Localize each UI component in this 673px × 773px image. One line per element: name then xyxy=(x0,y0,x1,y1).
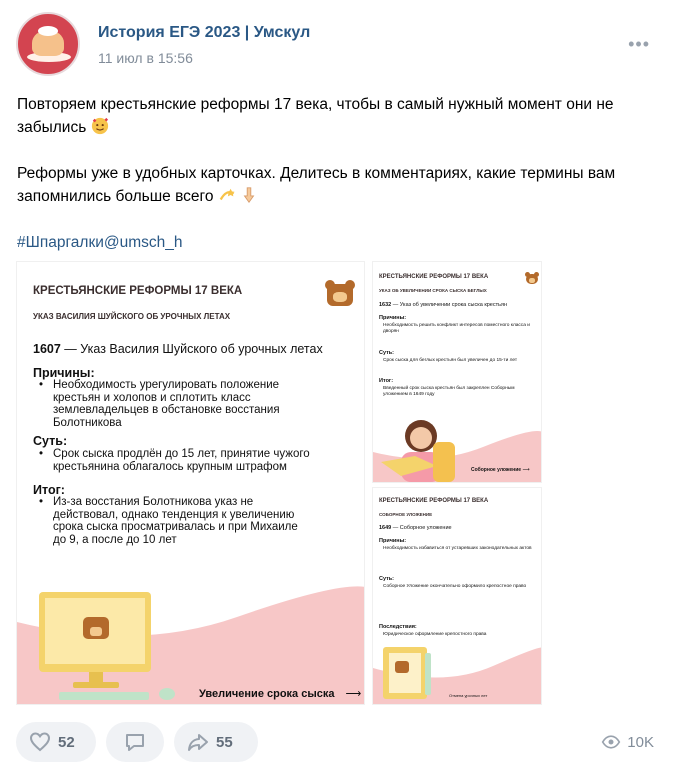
post-header xyxy=(16,12,656,76)
post-text-line2: Реформы уже в удобных карточках. Делитесь в комментариях, какие термины вам запомнились больше всего xyxy=(17,165,616,205)
comment-button[interactable] xyxy=(106,722,164,762)
like-button[interactable] xyxy=(16,722,96,762)
card-subtitle: УКАЗ ОБ УВЕЛИЧЕНИИ СРОКА СЫСКА БЕГЛЫХ xyxy=(379,288,487,293)
card-result-heading: Последствия: xyxy=(379,624,417,630)
community-name[interactable]: История ЕГЭ 2023 | Умскул xyxy=(98,24,311,41)
heart-icon xyxy=(28,730,52,754)
card-footer: Отмена урочных лет xyxy=(449,693,488,698)
post-time[interactable]: 11 июл в 15:56 xyxy=(98,50,193,66)
more-options-icon[interactable]: ••• xyxy=(628,34,650,54)
photo-card-main[interactable] xyxy=(16,261,365,705)
card-result-text: Юридическое оформление крепостного права xyxy=(383,632,487,637)
photo-card-small-1[interactable] xyxy=(372,261,542,483)
card-causes-heading: Причины: xyxy=(379,315,407,321)
card-title: КРЕСТЬЯНСКИЕ РЕФОРМЫ 17 ВЕКА xyxy=(379,274,489,280)
card-subtitle: СОБОРНОЕ УЛОЖЕНИЕ xyxy=(379,512,433,517)
like-count: 52 xyxy=(58,733,75,751)
card-result-text: Введенный срок сыска крестьян был закреплен Соборным уложением в 1649 году xyxy=(383,386,515,397)
point-down-icon xyxy=(240,186,258,204)
card-essence-heading: Суть: xyxy=(379,576,395,582)
card-result-heading: Итог: xyxy=(33,483,65,497)
card-title: КРЕСТЬЯНСКИЕ РЕФОРМЫ 17 ВЕКА xyxy=(33,285,243,297)
share-button[interactable] xyxy=(174,722,258,762)
post-text-line1: Повторяем крестьянские реформы 17 века, чтобы в самый нужный момент они не забылись xyxy=(17,96,614,136)
bear-logo-icon xyxy=(325,280,355,308)
notebook-illustration xyxy=(379,643,439,703)
post-actions xyxy=(16,722,656,762)
card-causes-text: • Необходимость урегулировать положение крестьян и холопов и сплотить класс землевладельцев в обстановке восстания Болотникова xyxy=(39,379,280,429)
card-footer: Увеличение срока сыска ⟶ xyxy=(199,688,362,700)
card-essence-text: Соборное Уложение окончательно оформило крепостное право xyxy=(383,584,527,589)
smiling-face-hearts-icon xyxy=(91,117,109,135)
card-year-line: 1632 — Указ об увеличении срока сыска крестьян xyxy=(379,302,507,308)
card-year-line: 1649 — Соборное уложение xyxy=(379,525,452,531)
card-essence-text: • Срок сыска продлён до 15 лет, принятие чужого крестьянина облагалось крупным штрафом xyxy=(39,448,310,473)
card-essence-heading: Суть: xyxy=(379,350,395,356)
dizzy-icon xyxy=(218,186,236,204)
comment-icon xyxy=(123,730,147,754)
share-count: 55 xyxy=(216,733,233,751)
card-year-line xyxy=(33,342,323,356)
hashtag-link[interactable]: #Шпаргалки@umsch_h xyxy=(17,234,183,251)
eye-icon xyxy=(601,732,621,752)
share-icon xyxy=(186,730,210,754)
girl-reading-illustration xyxy=(377,412,457,483)
card-essence-text: Срок сыска для беглых крестьян был увеличен до 15-ти лет xyxy=(383,358,518,363)
card-causes-heading: Причины: xyxy=(33,366,95,380)
card-essence-heading: Суть: xyxy=(33,434,68,448)
card-result-heading: Итог: xyxy=(379,378,394,384)
card-causes-text: Необходимость решить конфликт интересов поместного класса и дворян xyxy=(383,323,530,334)
card-footer: Соборное уложение ⟶ xyxy=(471,467,530,473)
card-causes-text: Необходимость избавиться от устаревших законодательных актов xyxy=(383,546,532,551)
views-counter xyxy=(601,732,654,752)
card-causes-heading: Причины: xyxy=(379,538,407,544)
views-count: 10K xyxy=(627,733,654,751)
avatar-cream xyxy=(38,26,58,36)
computer-illustration xyxy=(39,590,189,705)
card-subtitle: УКАЗ ВАСИЛИЯ ШУЙСКОГО ОБ УРОЧНЫХ ЛЕТАХ xyxy=(33,312,231,321)
bear-logo-icon xyxy=(525,272,539,285)
photo-card-small-2[interactable] xyxy=(372,487,542,705)
post-text xyxy=(17,93,647,254)
community-avatar[interactable] xyxy=(16,12,80,76)
card-year: 1607 xyxy=(33,342,61,356)
card-result-text: • Из-за восстания Болотникова указ не действовал, однако тенденция к увеличению срока сыска просматривалась и при Михаиле до 9, а после до 10 лет xyxy=(39,496,298,546)
card-title: КРЕСТЬЯНСКИЕ РЕФОРМЫ 17 ВЕКА xyxy=(379,498,489,504)
card-year-text: — Указ Василия Шуйского об урочных летах xyxy=(60,342,323,356)
